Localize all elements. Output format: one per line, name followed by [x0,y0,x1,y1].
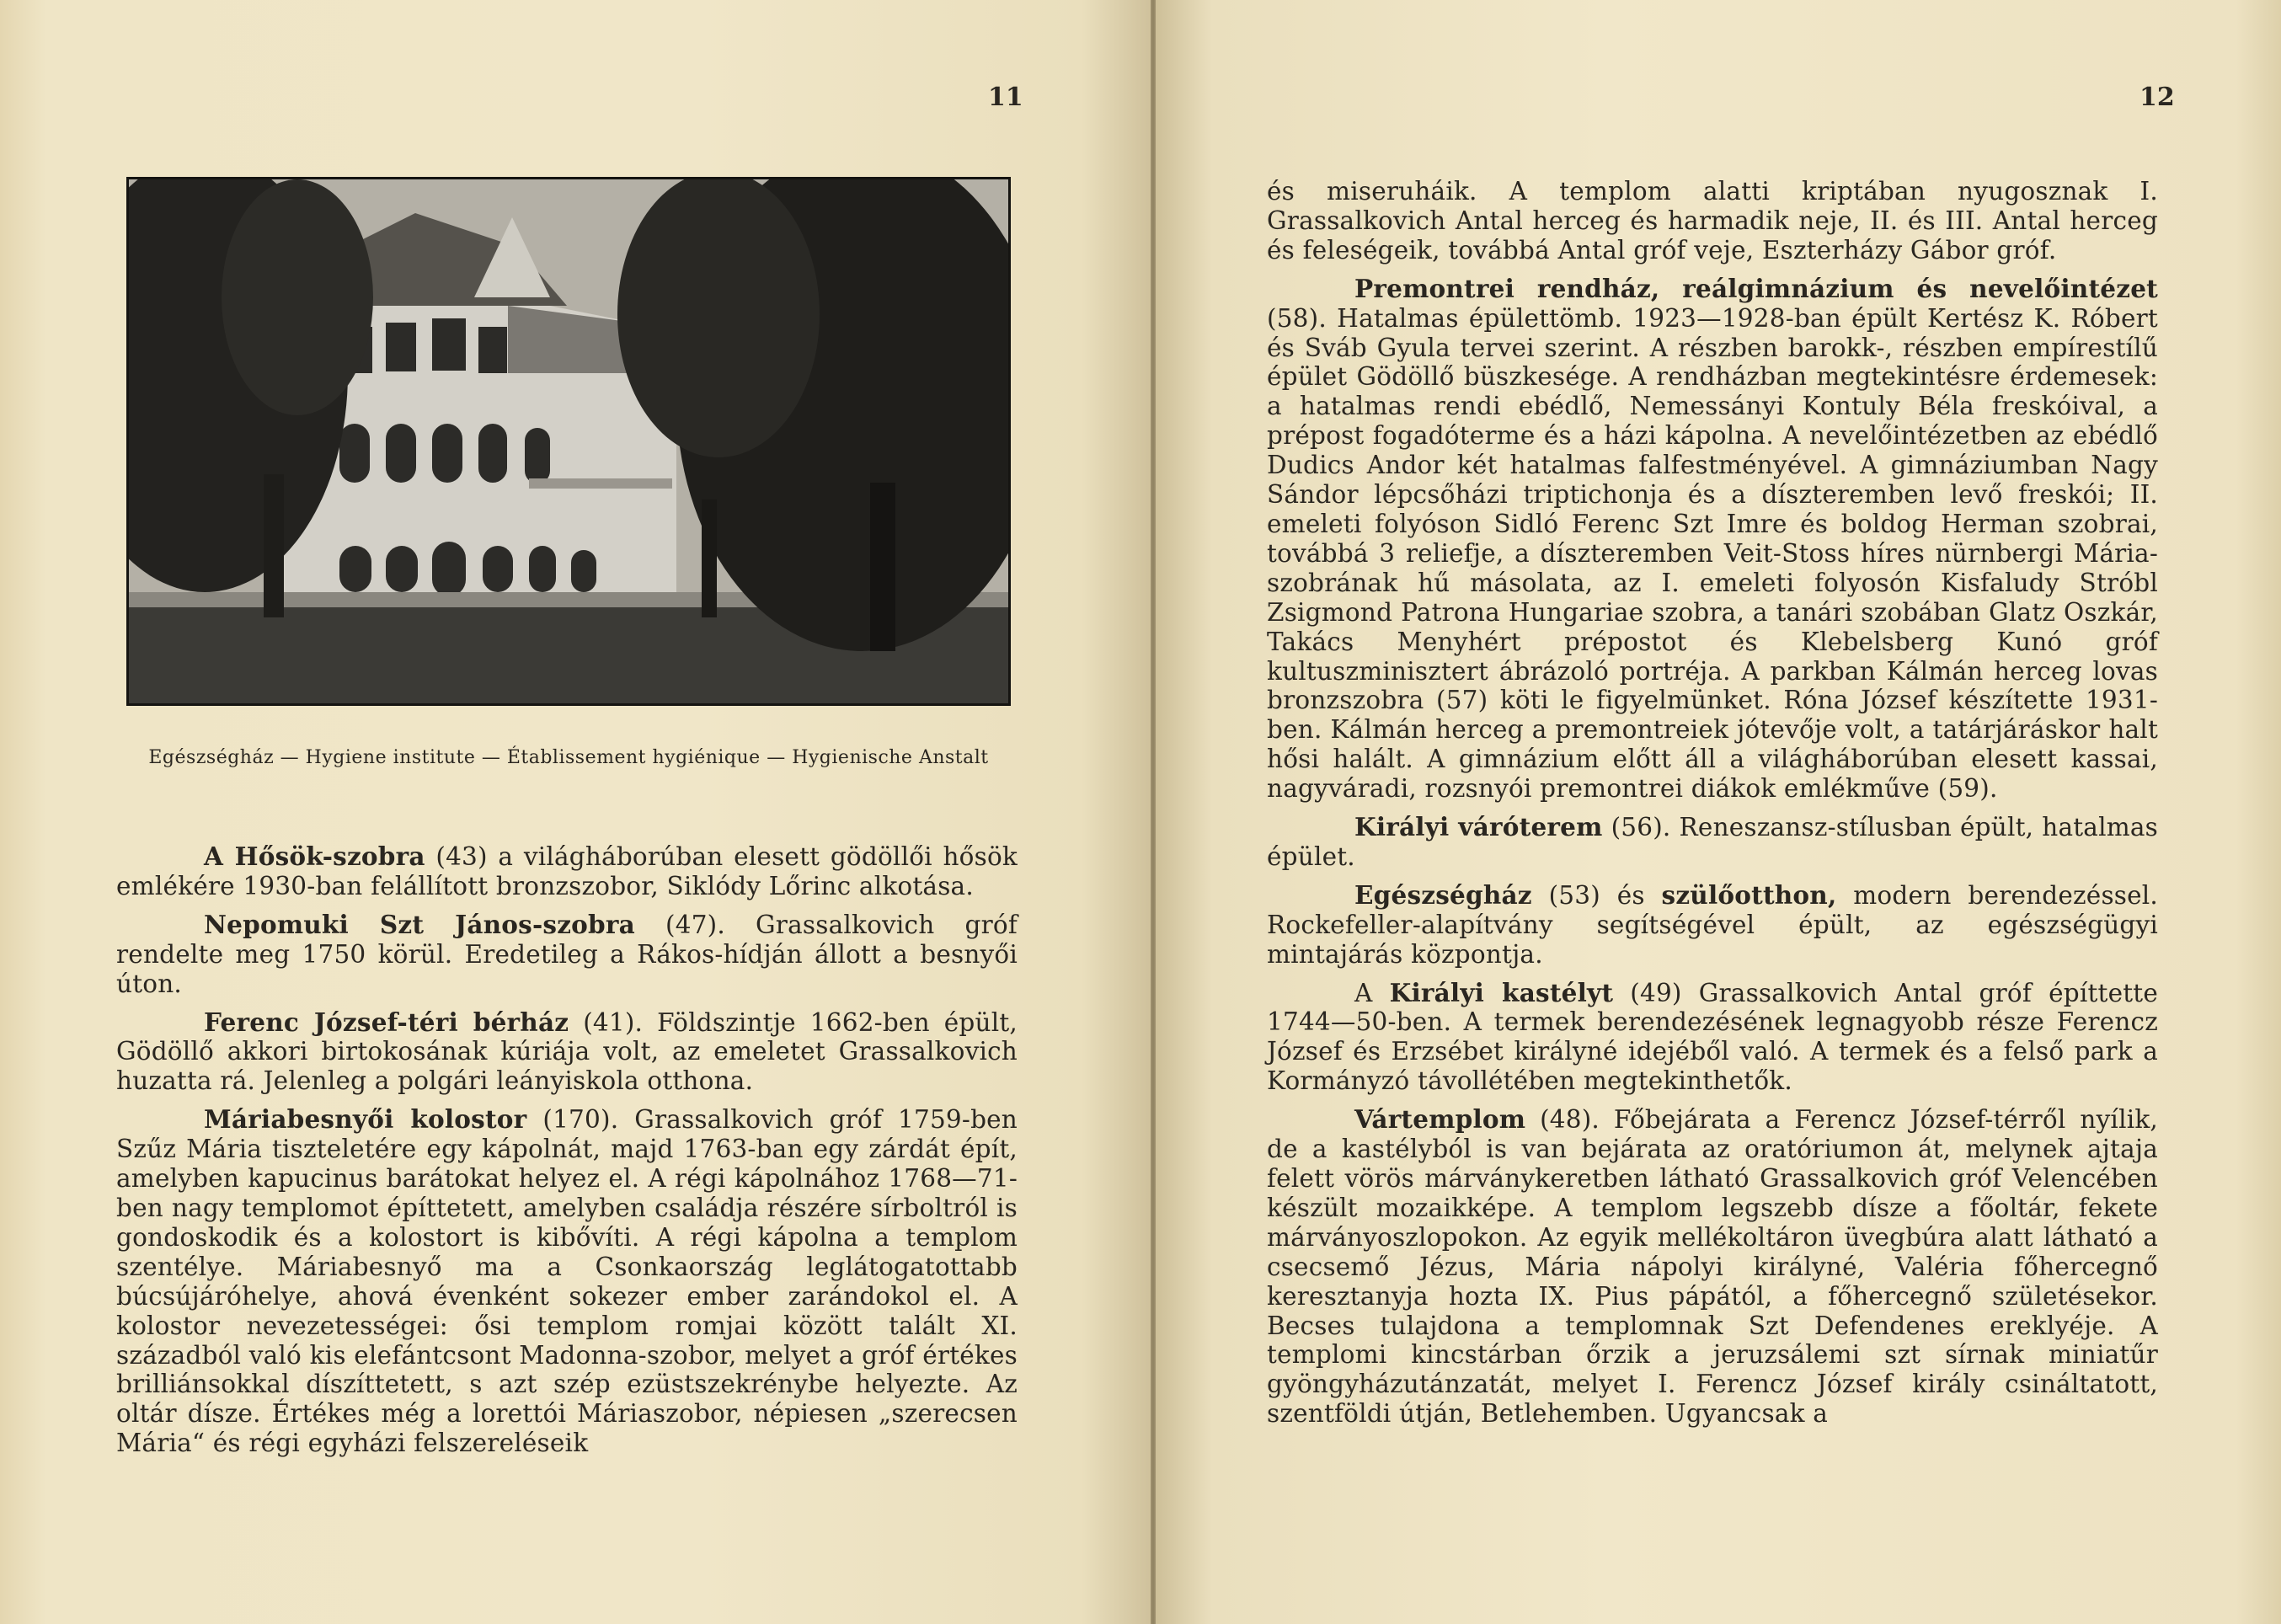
paragraph [116,911,1018,999]
paragraph-heading: Premontrei rendház, reálgimnázium és nevelőintézet [1354,273,2158,303]
paragraph-body: (48). Főbejárata a Ferencz József-térről nyílik, de a kastélyból is van bejárata az oratóriumon át, melynek ajtaja felett vörös márványkeretben látható Grassalkovich gróf Velencében készült mozaikképe. A templom legszebb dísze a főoltár, fekete márványoszlopokon. Az egyik mellékoltáron üvegbúra alatt látható a csecsemő Jézus, Mária nápolyi királyné, Valéria főhercegnő keresztanyja hozta IX. Pius pápától, a főhercegnő születésekor. Becses tulajdona a templomnak Szt Defendenes ereklyéje. A templomi kincstárban őrzik a jeruzsálemi szt sírnak miniatűr gyöngyházutánzatát, melyet I. Ferencz József király csináltatott, szentföldi útján, Betlehemben. Ugyancsak a [1267,1105,2158,1429]
paragraph [1267,275,2158,804]
paragraph [1267,881,2158,970]
paragraph-body: modern berendezéssel. Rockefeller-alapítvány segítségével épült, az egészségügyi mintajárás központja. [1267,880,2159,969]
paragraph-body: (49) Grassalkovich Antal gróf építtette 1744—50-ben. A termek berendezésének legnagyobb része Ferencz József és Erzsébet királyné idejéből való. A termek és a felső park a Kormányzó távollétében megtekinthetők. [1267,978,2158,1096]
paragraph-heading: Nepomuki Szt János-szobra [204,909,635,939]
left-page-text [116,842,1018,1467]
page-right [1156,0,2281,1624]
paragraph-body: (43) a világháborúban elesett gödöllői hősök emlékére 1930-ban felállított bronzszobor, Siklódy Lőrinc alkotása. [116,842,1018,900]
paragraph-body: (58). Hatalmas épülettömb. 1923—1928-ban épült Kertész K. Róbert és Sváb Gyula tervei szerint. A részben barokk-, részben empírestílű épület Gödöllő büszkesége. A rendházban megtekintésre érdemesek: a hatalmas rendi ebédlő, Nemessányi Kontuly Béla freskóival, a prépost fogadóterme és a házi kápolna. A nevelőintézetben az ebédlő Dudics Andor két hatalmas falfestményével. A gimnáziumban Nagy Sándor lépcsőházi triptichonja és a díszteremben levő freskói; II. emeleti folyóson Sidló Ferenc Szt Imre és boldog Herman szobrai, továbbá 3 reliefje, a díszteremben Veit-Stoss híres nürnbergi Mária-szobrának hű másolata, az I. emeleti folyosón Kisfaludy Stróbl Zsigmond Patrona Hungariae szobra, a tanári szobában Glatz Oszkár, Takács Menyhért prépostot és Klebelsberg Kunó gróf kultuszminisztert ábrázoló portréja. A parkban Kálmán herceg lovas bronzszobra (57) köti le figyelmünket. Róna József készítette 1931-ben. Kálmán herceg a premontreiek jótevője volt, a tatárjáráskor halt hősi halált. A gimnázium előtt áll a világháborúban elesett kassai, nagyváradi, rozsnyói premontrei diákok emlékműve (59). [1267,303,2158,804]
paragraph-body: (56). Reneszansz-stílusban épült, hatalmas épület. [1267,813,2159,871]
paragraph-connector: (53) és [1531,880,1662,910]
paragraph-heading: Máriabesnyői kolostor [204,1104,527,1135]
paragraph [116,842,1018,901]
paragraph [1267,1105,2158,1429]
photo-caption: Egészségház — Hygiene institute — Établissement hygiénique — Hygienische Anstalt [148,747,989,768]
building-photo-drawing [129,179,1008,703]
page-number: 12 [2139,83,2175,112]
paragraph-body: (47). Grassalkovich gróf rendelte meg 1750 körül. Eredetileg a Rákos-hídján állott a besnyői úton. [116,910,1018,998]
paragraph-heading: Királyi kastélyt [1389,977,1614,1007]
paragraph-prefix: A [1354,978,1390,1007]
paragraph-heading: Egészségház [1354,879,1532,910]
paragraph [1267,813,2158,872]
paragraph-body: (41). Földszintje 1662-ben épült, Gödöllő akkori birtokosának kúriája volt, az emeletet Grassalkovich huzatta rá. Jelenleg a polgári leányiskola otthona. [116,1007,1018,1096]
paragraph-continuation: és miseruháik. A templom alatti kriptában nyugosznak I. Grassalkovich Antal herceg és harmadik neje, II. és III. Antal herceg és feleségeik, továbbá Antal gróf veje, Eszterházy Gábor gróf. [1267,177,2158,264]
right-page-text [1267,177,2158,1438]
paragraph [116,1008,1018,1097]
paragraph-heading: A Hősök-szobra [204,841,425,871]
paragraph-heading: Királyi váróterem [1354,812,1603,842]
paragraph [116,1105,1018,1458]
paragraph-body: (170). Grassalkovich gróf 1759-ben Szűz Mária tiszteletére egy kápolnát, majd 1763-ban egy zárdát épít, amelyben kapucinus barátokat helyez el. A régi kápolnához 1768—71-ben nagy templomot építtetett, amelyben családja részére sírboltról is gondoskodik és a kolostort is kibővíti. A régi kápolna a templom szentélye. Máriabesnyő ma a Csonkaország leglátogatottabb búcsújáróhelye, ahová évenként sokezer ember zarándokol el. A kolostor nevezetességei: ősi templom romjai között talált XI. századból való kis elefántcsont Madonna-szobor, melyet a gróf értékes brilliánsokkal díszíttetett, s azt szép ezüstszekrénybe helyezte. Az oltár dísze. Értékes még a lorettói Máriaszobor, népiesen „szerecsen Mária“ és régi egyházi felszereléseik [116,1105,1018,1458]
page-number: 11 [988,83,1023,112]
building-photo [126,177,1011,706]
paragraph-heading: Vártemplom [1354,1104,1526,1135]
paragraph-heading-secondary: szülőotthon, [1661,879,1837,910]
paragraph-heading: Ferenc József-téri bérház [204,1007,569,1037]
paragraph [1267,979,2158,1097]
